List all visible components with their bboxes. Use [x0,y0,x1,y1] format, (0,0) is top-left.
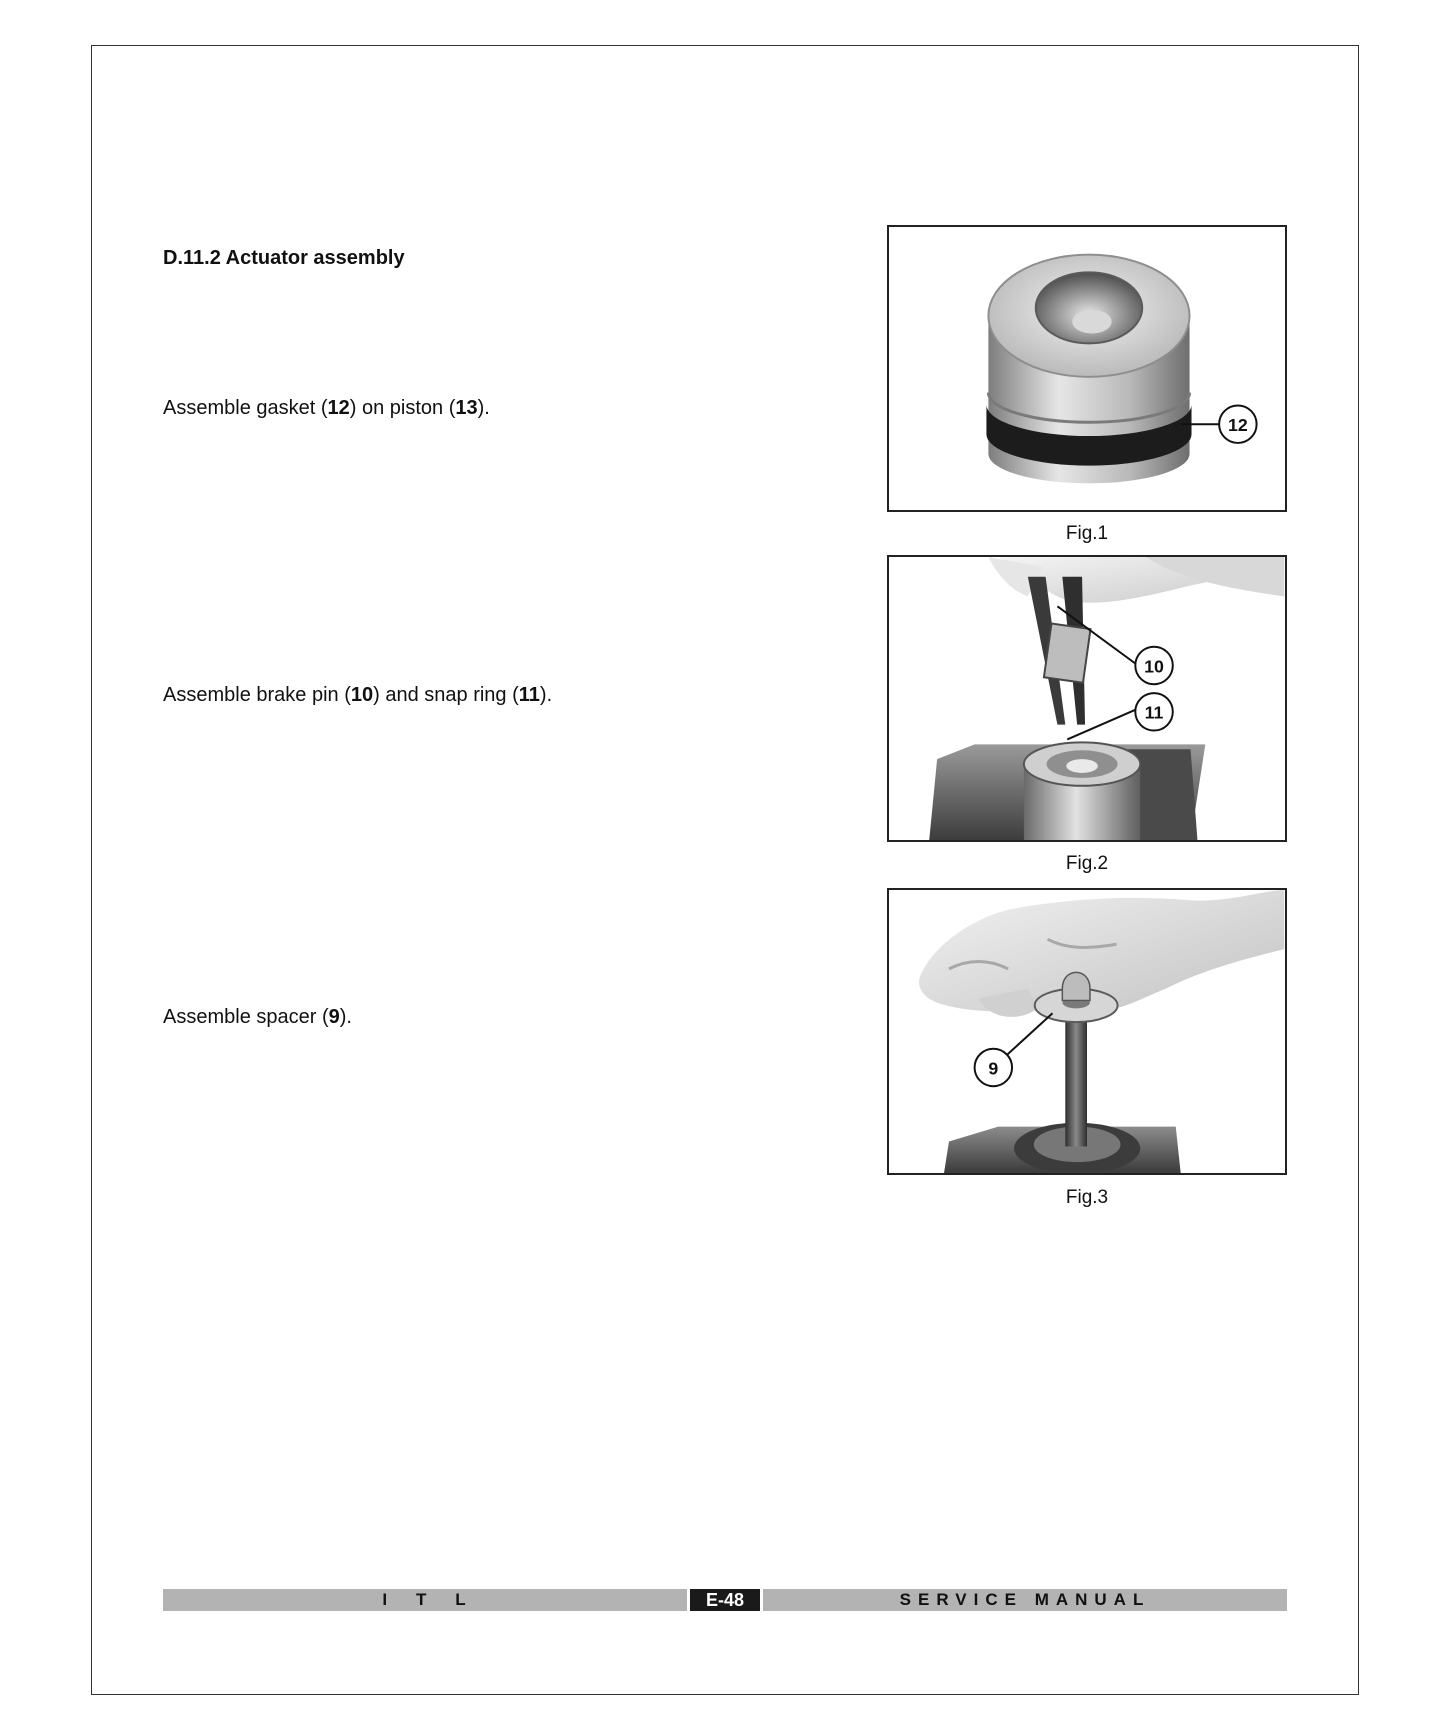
page-number: E-48 [690,1589,760,1611]
figure-3-spacer [887,888,1287,1175]
part-number: 9 [328,1006,340,1028]
step-text-part: ) on piston ( [349,397,456,419]
part-number: 13 [455,397,478,419]
brake-pin-photo [889,557,1285,840]
step-assemble-spacer [163,1006,352,1029]
step-text-part: ). [477,397,490,419]
callout-label: 10 [1144,656,1164,677]
footer-manual-title: SERVICE MANUAL [899,1590,1151,1609]
part-number: 10 [350,684,374,706]
callout-label: 12 [1228,415,1248,436]
step-text-part: Assemble gasket ( [163,397,328,419]
step-text-part: Assemble brake pin ( [163,684,351,706]
figure-2-caption: Fig.2 [1065,853,1109,874]
figure-2-brake-pin [887,555,1287,842]
callout-label: 9 [988,1058,999,1079]
figure-1-piston-gasket [887,225,1287,512]
spacer-photo [889,890,1285,1173]
piston-photo [889,227,1285,510]
callout-label: 11 [1144,702,1164,723]
section-title: D.11.2 Actuator assembly [163,247,405,269]
footer-brand: I T L [382,1590,468,1609]
figure-3-caption: Fig.3 [1065,1187,1109,1208]
figure-1-caption: Fig.1 [1065,523,1109,544]
step-assemble-gasket [163,397,490,420]
step-assemble-brake-pin [163,684,552,707]
step-text-part: Assemble spacer ( [163,1006,329,1028]
part-number: 12 [327,397,350,419]
part-number: 11 [518,684,540,706]
step-text-part: ). [339,1006,352,1028]
step-text-part: ) and snap ring ( [373,684,519,706]
step-text-part: ). [539,684,553,706]
